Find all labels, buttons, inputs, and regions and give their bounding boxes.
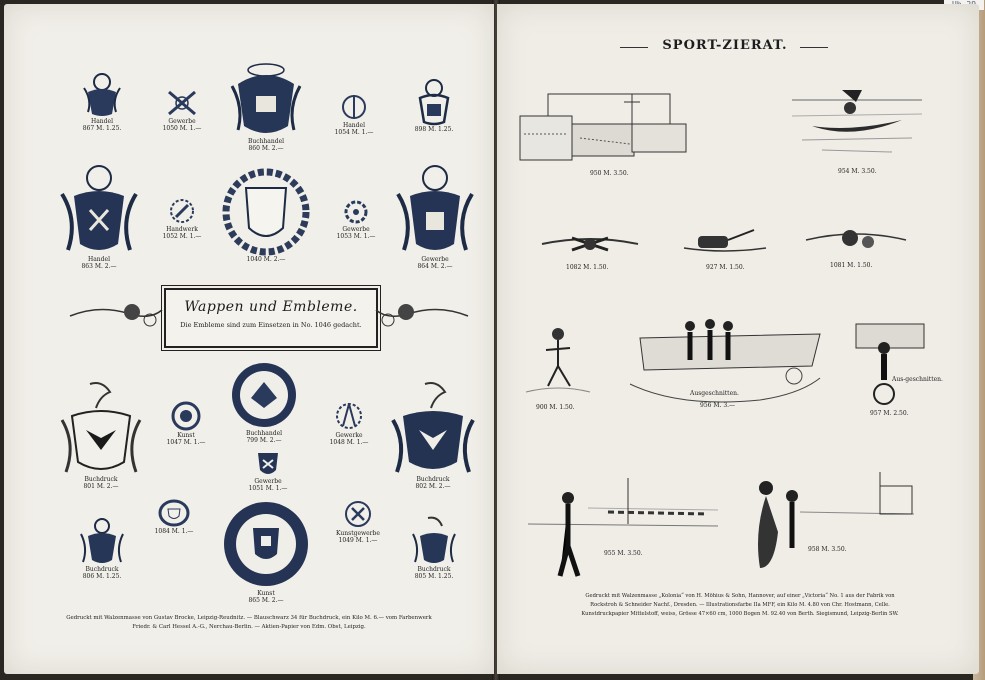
item-900-number: 900 M. 1.50. xyxy=(536,404,575,411)
emblem-805: Buchdruck 805 M. 1.25. xyxy=(402,516,466,580)
emblem-864: Gewerbe 864 M. 2.— xyxy=(392,160,478,270)
right-footer: Gedruckt mit Walzenmasse „Kolonia“ von H. Möhius & Sohn, Hannover, auf einer „Victoria“ No. 1 aus der Fabrik von Rockstroh & Schneider Nachf., Dresden. — Illustrationsfarbe IIa MFF, ein Kilo M. 4.80 von Chr. Hostmann, Celle. Kunstdruckpapier Mittelstoff, weiss, Grösse 47×60 cm, 1000 Bogen M. 92.40 von Berth. Siegismund, Leipzig-Berlin SW. xyxy=(581,593,899,617)
item-1081-number: 1081 M. 1.50. xyxy=(830,262,873,269)
item-956-number: 956 M. 3.— xyxy=(700,402,736,409)
small-shield-emblem xyxy=(255,450,281,478)
mercury-shield-emblem xyxy=(60,160,138,256)
eagle-roundel-emblem xyxy=(229,360,299,430)
emblem-801: Buchdruck 801 M. 2.— xyxy=(58,380,144,490)
section-title-sport: SPORT-ZIERAT. xyxy=(662,38,788,53)
emblem-1040: 1040 M. 2.— xyxy=(218,168,314,263)
skating-vignette xyxy=(526,322,590,396)
emblem-1050: Gewerbe 1050 M. 1.— xyxy=(152,88,212,132)
art-wreath-emblem xyxy=(221,498,311,590)
item-1082-number: 1082 M. 1.50. xyxy=(566,264,609,271)
winter-sport-vignette xyxy=(520,94,686,162)
emblem-802: Buchdruck 802 M. 2.— xyxy=(388,380,478,490)
owl-book-emblem xyxy=(230,56,302,138)
item-958-number: 958 M. 3.50. xyxy=(808,546,847,553)
wreath-emblem xyxy=(157,498,191,528)
emblem-863: Handel 863 M. 2.— xyxy=(56,160,142,270)
guild-shield-emblem xyxy=(396,160,474,256)
title-flourish-right xyxy=(800,47,828,48)
emblem-806: Buchdruck 806 M. 1.25. xyxy=(70,516,134,580)
left-page xyxy=(4,4,494,674)
emblem-898: 898 M. 1.25. xyxy=(404,76,464,133)
griffin-eagle-emblem xyxy=(60,380,142,476)
hammer-emblem xyxy=(167,196,197,226)
section-subtitle: Die Embleme sind zum Einsetzen in No. 1046 gedacht. xyxy=(180,321,362,329)
spectators-vignette xyxy=(740,472,914,572)
sport-ornament-1082 xyxy=(542,226,638,260)
palette-emblem xyxy=(170,400,202,432)
crest-emblem xyxy=(414,76,454,126)
section-title: Wappen und Embleme. xyxy=(184,299,358,315)
griffin-crest-emblem xyxy=(412,516,456,566)
emblem-1053: Gewerbe 1053 M. 1.— xyxy=(326,198,386,240)
printer-crest-emblem xyxy=(80,516,124,566)
sport-ornament-927 xyxy=(684,226,766,260)
emblem-1048: Gewerke 1048 M. 1.— xyxy=(320,400,378,446)
emblem-799: Buchhandel 799 M. 2.— xyxy=(226,360,302,444)
emblem-1084: 1084 M. 1.— xyxy=(146,498,202,535)
item-957-label: Aus-geschnitten. xyxy=(892,376,943,383)
emblem-860: Buchhandel 860 M. 2.— xyxy=(226,56,306,152)
title-cartouche xyxy=(164,288,378,348)
emblem-1049: Kunstgewerbe 1049 M. 1.— xyxy=(324,498,392,544)
caduceus-emblem xyxy=(338,92,370,122)
emblem-865: Kunst 865 M. 2.— xyxy=(218,498,314,604)
left-footer: Gedruckt mit Walzenmasse von Gustav Brocke, Leipzig-Reudnitz. — Blauschwarz 34 für Buchdruck, ein Kilo M. 6.— vom Farbenwerk Friedr. & Carl Hessel A.-G., Nerchau-Berlin. — Aktien-Papier von Edm. Obst, Leipzig. xyxy=(66,615,432,630)
item-927-number: 927 M. 1.50. xyxy=(706,264,745,271)
item-954-number: 954 M. 3.50. xyxy=(838,168,877,175)
emblem-1054: Handel 1054 M. 1.— xyxy=(324,92,384,136)
gear-emblem xyxy=(342,198,370,226)
craft-emblem xyxy=(342,498,374,530)
emblem-1051: Gewerbe 1051 M. 1.— xyxy=(240,450,296,492)
emblem-867: Handel 867 M. 1.25. xyxy=(72,70,132,132)
title-flourish-left xyxy=(620,47,648,48)
wreath-frame-emblem xyxy=(221,168,311,256)
floral-ornament-left xyxy=(70,296,162,336)
item-950-number: 950 M. 3.50. xyxy=(590,170,629,177)
item-955-number: 955 M. 3.50. xyxy=(604,550,643,557)
emblem-1047: Kunst 1047 M. 1.— xyxy=(158,400,214,446)
tools-emblem xyxy=(165,88,199,118)
helmet-crest-emblem xyxy=(82,70,122,118)
compass-emblem xyxy=(333,400,365,432)
emblem-1052: Handwerk 1052 M. 1.— xyxy=(152,196,212,240)
item-957-number: 957 M. 2.50. xyxy=(870,410,909,417)
cyclist-vignette xyxy=(852,310,928,410)
item-956-label: Ausgeschnitten. xyxy=(690,390,739,397)
horse-race-vignette xyxy=(528,476,718,578)
eagle-shield-emblem xyxy=(391,380,475,476)
sport-ornament-1081 xyxy=(806,222,906,258)
floral-ornament-right xyxy=(376,296,468,336)
